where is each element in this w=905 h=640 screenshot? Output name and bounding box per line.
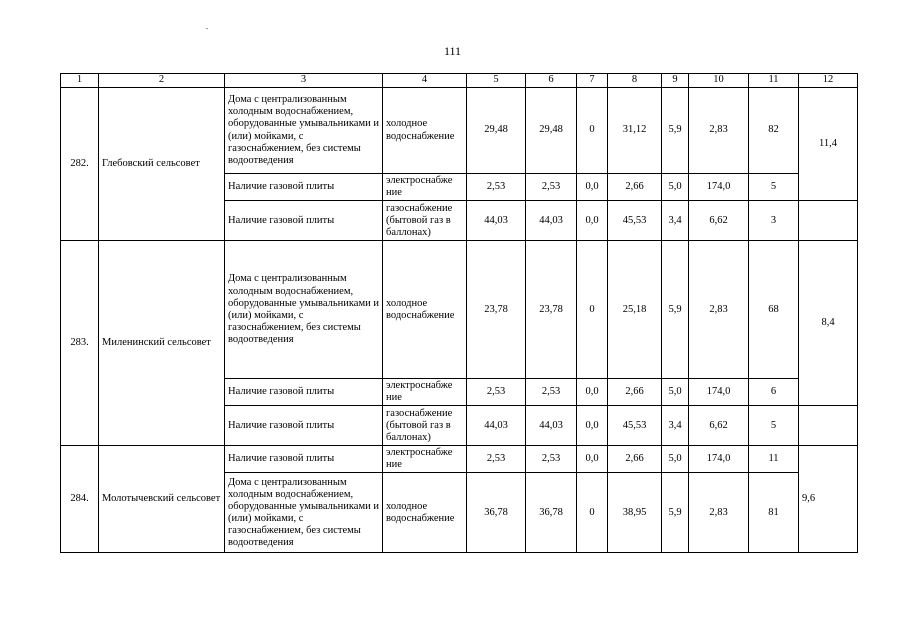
cell-value: 44,03 (467, 406, 526, 446)
col-header: 5 (467, 74, 526, 88)
cell-value: 174,0 (689, 446, 749, 473)
cell-value: 44,03 (467, 201, 526, 241)
cell-value: 2,66 (608, 174, 662, 201)
utility-type: газоснабжение (бытовой газ в баллонах) (383, 201, 467, 241)
col12-value: 9,6 (799, 446, 858, 553)
settlement-name: Молотычевский сельсовет (99, 446, 225, 553)
utility-type: электроснабже ние (383, 174, 467, 201)
housing-type: Дома с централизованным холодным водоснабжением, оборудованные умывальниками и (или) мойками, с газоснабжением, без системы водоотведения (225, 473, 383, 553)
col-header: 10 (689, 74, 749, 88)
cell-value: 3,4 (662, 406, 689, 446)
cell-value: 0,0 (577, 446, 608, 473)
cell-value: 5,0 (662, 174, 689, 201)
col-header: 7 (577, 74, 608, 88)
cell-value: 0 (577, 241, 608, 379)
cell-value: 5,0 (662, 446, 689, 473)
cell-value: 2,66 (608, 379, 662, 406)
utility-type: газоснабжение (бытовой газ в баллонах) (383, 406, 467, 446)
cell-value: 44,03 (526, 406, 577, 446)
cell-value: 31,12 (608, 88, 662, 174)
housing-type: Наличие газовой плиты (225, 406, 383, 446)
col-header: 11 (749, 74, 799, 88)
cell-value: 0,0 (577, 201, 608, 241)
cell-value: 2,53 (467, 446, 526, 473)
cell-value: 0,0 (577, 379, 608, 406)
cell-value: 5,9 (662, 88, 689, 174)
cell-value: 5 (749, 406, 799, 446)
utility-type: электроснабже ние (383, 446, 467, 473)
tariff-table (60, 73, 858, 553)
col-header: 4 (383, 74, 467, 88)
housing-type: Дома с централизованным холодным водоснабжением, оборудованные умывальниками и (или) мойками, с газоснабжением, без системы водоотведения (225, 88, 383, 174)
cell-value: 0 (577, 88, 608, 174)
utility-type: холодное водоснабжение (383, 473, 467, 553)
cell-value: 6,62 (689, 406, 749, 446)
cell-value: 29,48 (467, 88, 526, 174)
cell-value: 11 (749, 446, 799, 473)
housing-type: Дома с централизованным холодным водоснабжением, оборудованные умывальниками и (или) мойками, с газоснабжением, без системы водоотведения (225, 241, 383, 379)
settlement-name: Глебовский сельсовет (99, 88, 225, 241)
cell-value: 44,03 (526, 201, 577, 241)
cell-value: 2,83 (689, 88, 749, 174)
col-header: 8 (608, 74, 662, 88)
col12-value: 11,4 (799, 88, 858, 201)
cell-value: 0,0 (577, 174, 608, 201)
cell-value: 45,53 (608, 406, 662, 446)
empty-cell (799, 406, 858, 446)
cell-value: 2,83 (689, 241, 749, 379)
col-header: 6 (526, 74, 577, 88)
cell-value: 5,0 (662, 379, 689, 406)
utility-type: холодное водоснабжение (383, 88, 467, 174)
cell-value: 82 (749, 88, 799, 174)
cell-value: 174,0 (689, 174, 749, 201)
utility-type: холодное водоснабжение (383, 241, 467, 379)
empty-cell (799, 201, 858, 241)
cell-value: 174,0 (689, 379, 749, 406)
row-number: 284. (61, 446, 99, 553)
row-number: 282. (61, 88, 99, 241)
page-number: 111 (443, 44, 462, 58)
cell-value: 2,53 (467, 174, 526, 201)
housing-type: Наличие газовой плиты (225, 174, 383, 201)
utility-type: электроснабже ние (383, 379, 467, 406)
cell-value: 0,0 (577, 406, 608, 446)
col-header: 1 (61, 74, 99, 88)
col-header: 9 (662, 74, 689, 88)
cell-value: 68 (749, 241, 799, 379)
cell-value: 36,78 (526, 473, 577, 553)
cell-value: 5,9 (662, 241, 689, 379)
cell-value: 45,53 (608, 201, 662, 241)
cell-value: 3 (749, 201, 799, 241)
col-header: 12 (799, 74, 858, 88)
table-row (61, 446, 858, 473)
cell-value: 23,78 (467, 241, 526, 379)
header-row (61, 74, 858, 88)
housing-type: Наличие газовой плиты (225, 201, 383, 241)
table-row (61, 88, 858, 174)
cell-value: 2,83 (689, 473, 749, 553)
col-header: 3 (225, 74, 383, 88)
cell-value: 38,95 (608, 473, 662, 553)
col12-value: 8,4 (799, 241, 858, 406)
cell-value: 6 (749, 379, 799, 406)
settlement-name: Миленинский сельсовет (99, 241, 225, 446)
cell-value: 23,78 (526, 241, 577, 379)
cell-value: 36,78 (467, 473, 526, 553)
cell-value: 2,53 (526, 379, 577, 406)
cell-value: 29,48 (526, 88, 577, 174)
cell-value: 0 (577, 473, 608, 553)
cell-value: 5,9 (662, 473, 689, 553)
cell-value: 2,53 (467, 379, 526, 406)
cell-value: 2,66 (608, 446, 662, 473)
cell-value: 6,62 (689, 201, 749, 241)
table-row (61, 241, 858, 379)
cell-value: 2,53 (526, 446, 577, 473)
scan-speck (206, 28, 208, 29)
row-number: 283. (61, 241, 99, 446)
cell-value: 3,4 (662, 201, 689, 241)
cell-value: 2,53 (526, 174, 577, 201)
cell-value: 25,18 (608, 241, 662, 379)
cell-value: 81 (749, 473, 799, 553)
housing-type: Наличие газовой плиты (225, 379, 383, 406)
col-header: 2 (99, 74, 225, 88)
housing-type: Наличие газовой плиты (225, 446, 383, 473)
cell-value: 5 (749, 174, 799, 201)
